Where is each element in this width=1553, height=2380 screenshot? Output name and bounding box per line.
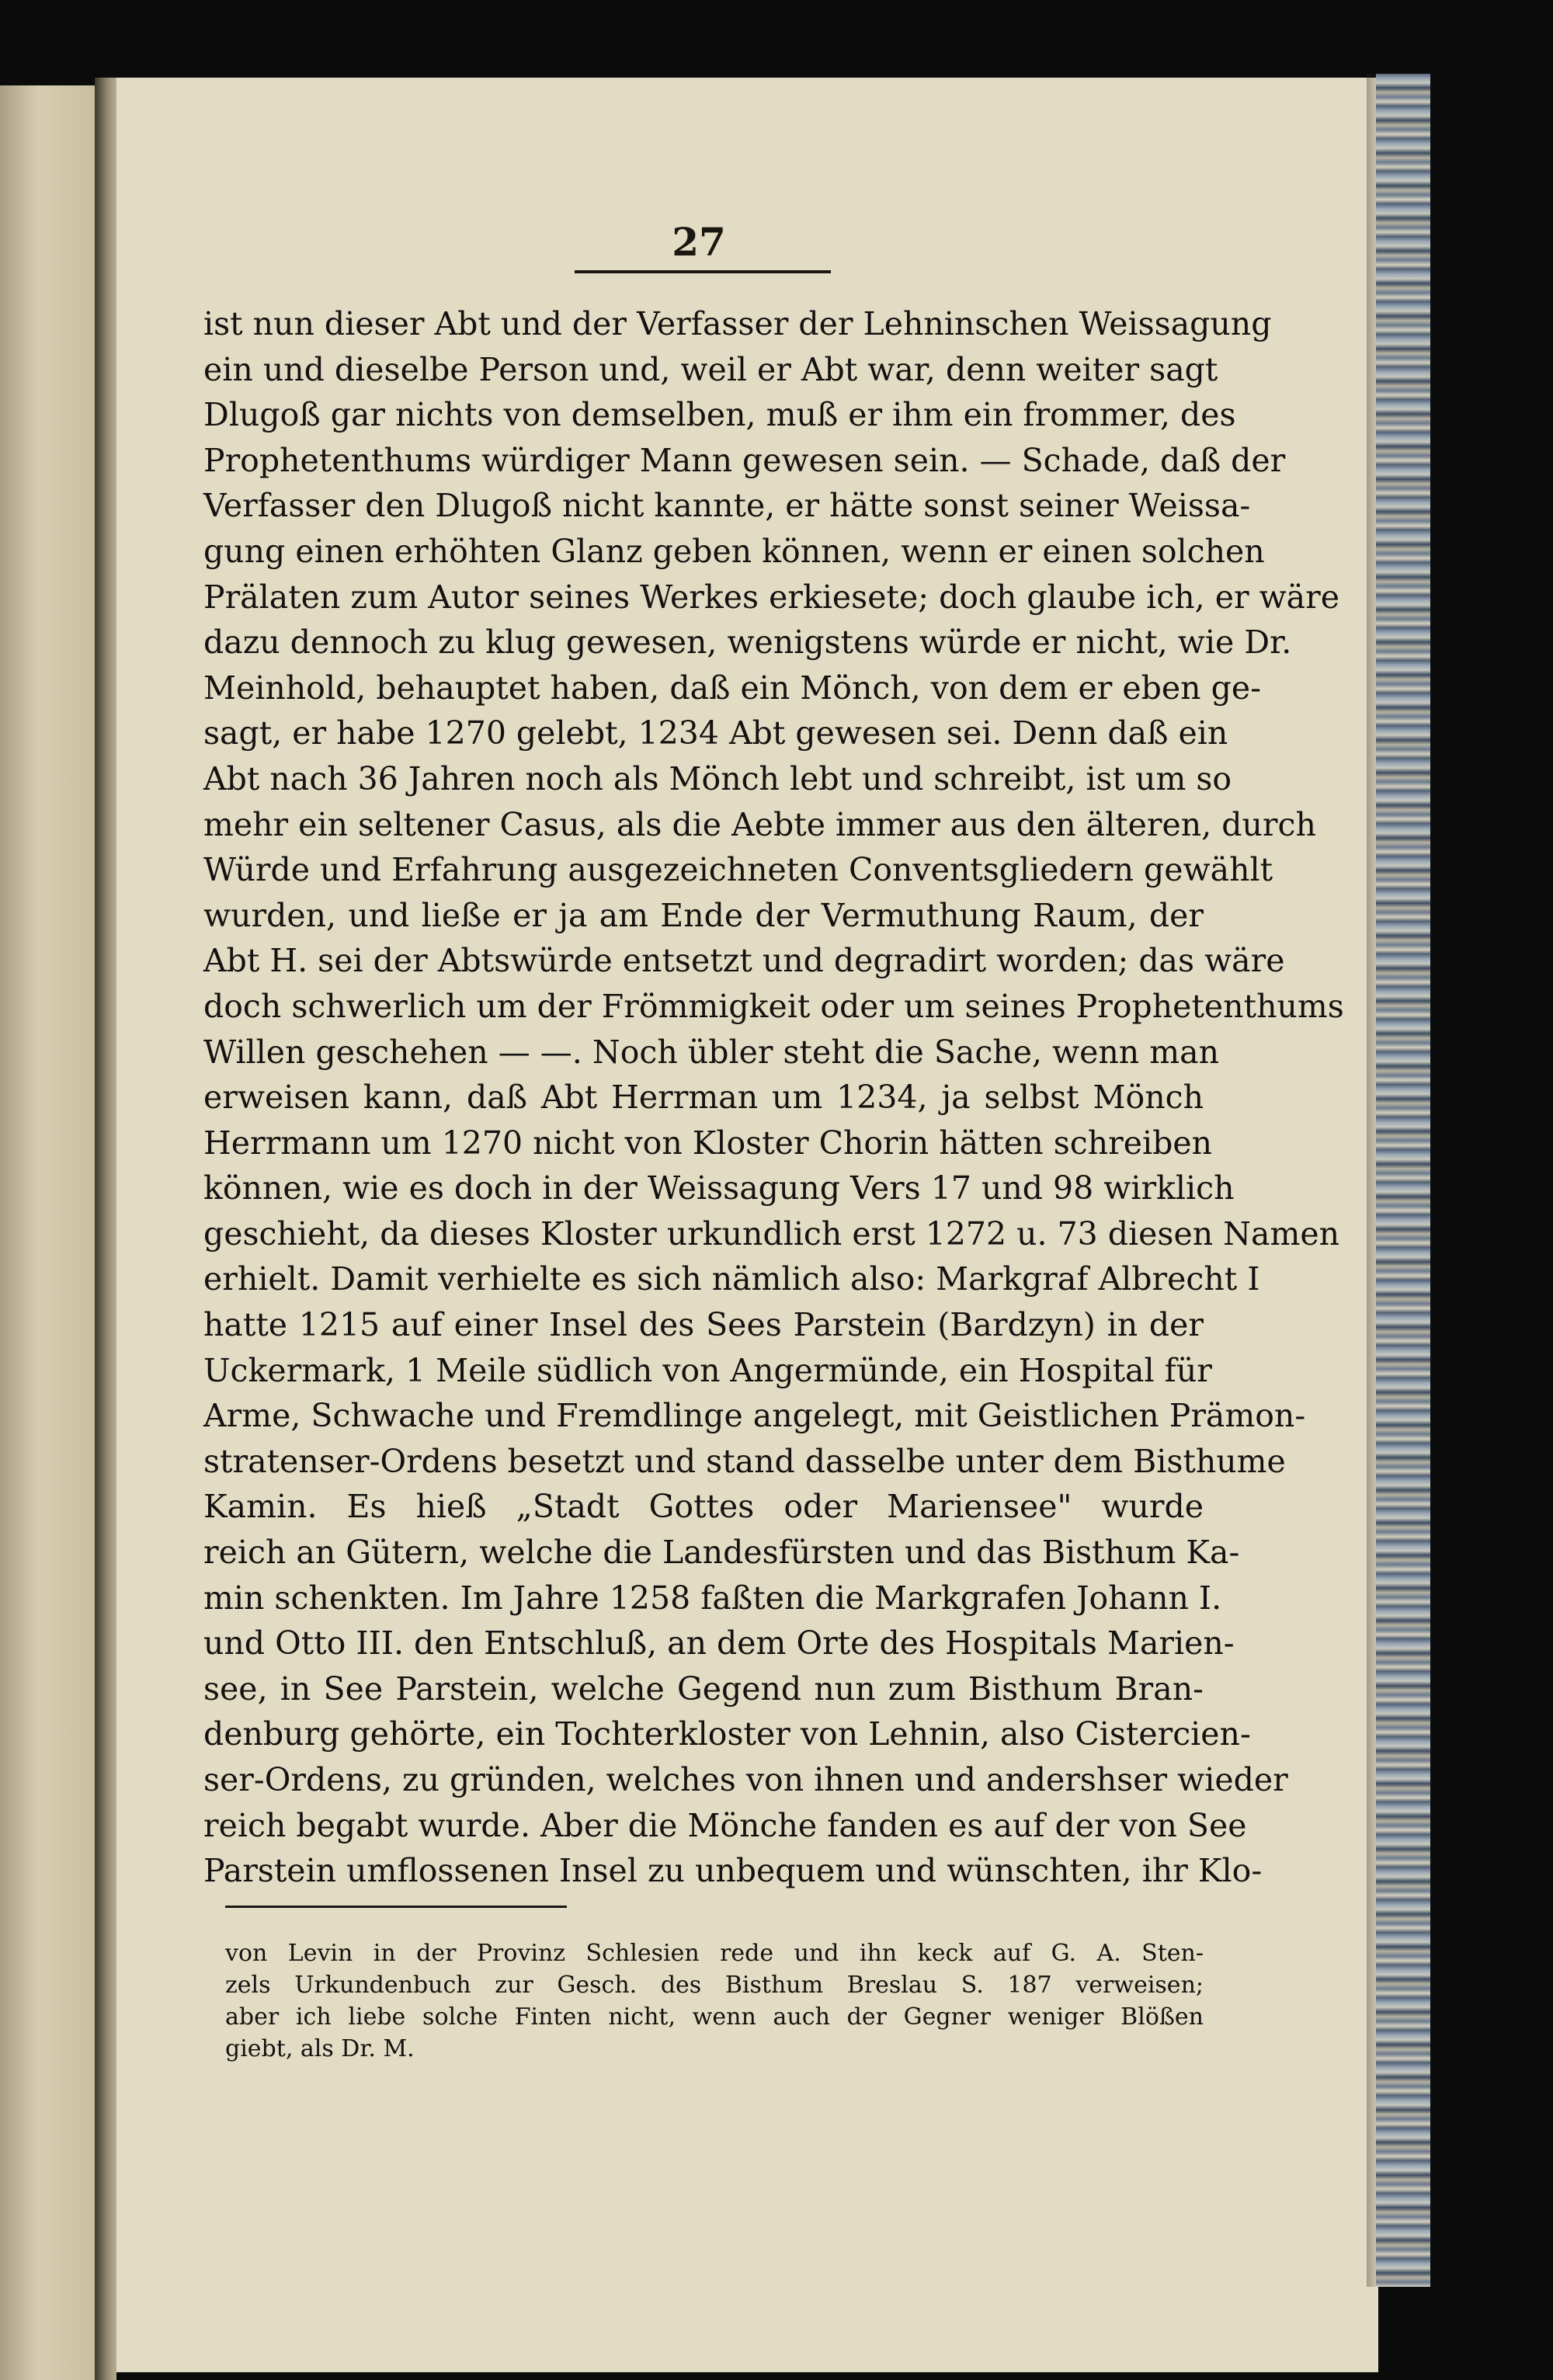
- text-line: Parstein umflossenen Insel zu unbequem und wünschten, ihr Klo-: [203, 1852, 1263, 1890]
- text-line: Abt H. sei der Abtswürde entsetzt und degradirt worden; das wäre: [203, 942, 1285, 980]
- text-line: können, wie es doch in der Weissagung Vers 17 und 98 wirklich: [203, 1169, 1235, 1207]
- text-line: denburg gehörte, ein Tochterkloster von Lehnin, also Cistercien-: [203, 1715, 1251, 1753]
- text-line: reich begabt wurde. Aber die Mönche fanden es auf der von See: [203, 1806, 1247, 1844]
- text-line: see, in See Parstein, welche Gegend nun zum Bisthum Bran-: [203, 1669, 1204, 1708]
- marbled-page-edges: [1376, 74, 1430, 2287]
- text-line: gung einen erhöhten Glanz geben können, wenn er einen solchen: [203, 532, 1265, 570]
- text-line: erhielt. Damit verhielte es sich nämlich also: Markgraf Albrecht I: [203, 1260, 1260, 1298]
- footnote-rule: [225, 1906, 567, 1908]
- text-line: geschieht, da dieses Kloster urkundlich erst 1272 u. 73 diesen Namen: [203, 1214, 1340, 1253]
- text-line: ist nun dieser Abt und der Verfasser der Lehninschen Weissagung: [203, 305, 1272, 342]
- text-line: min schenkten. Im Jahre 1258 faßten die Markgrafen Johann I.: [203, 1579, 1222, 1617]
- text-line: hatte 1215 auf einer Insel des Sees Parstein (Bardzyn) in der: [203, 1306, 1204, 1344]
- text-line: und Otto III. den Entschluß, an dem Orte des Hospitals Marien-: [203, 1624, 1235, 1663]
- text-line: Abt nach 36 Jahren noch als Mönch lebt und schreibt, ist um so: [203, 759, 1232, 797]
- text-line: ser-Ordens, zu gründen, welches von ihnen und andershser wieder: [203, 1761, 1288, 1798]
- text-line: Verfasser den Dlugoß nicht kannte, er hätte sonst seiner Weissa-: [203, 487, 1251, 525]
- text-line: Herrmann um 1270 nicht von Kloster Chorin hätten schreiben: [203, 1124, 1213, 1162]
- text-line: Arme, Schwache und Fremdlinge angelegt, mit Geistlichen Prämon-: [203, 1397, 1306, 1435]
- text-line: Willen geschehen — —. Noch übler steht die Sache, wenn man: [203, 1033, 1219, 1071]
- text-line: Prälaten zum Autor seines Werkes erkiesete; doch glaube ich, er wäre: [203, 578, 1339, 616]
- footnote: [225, 1937, 1204, 2065]
- text-line: Kamin. Es hieß „Stadt Gottes oder Mariensee" wurde: [203, 1488, 1204, 1526]
- footnote-line: giebt, als Dr. M.: [225, 2035, 415, 2062]
- book-gutter: [95, 78, 116, 2380]
- text-line: Meinhold, behauptet haben, daß ein Mönch, von dem er eben ge-: [203, 669, 1261, 707]
- body-text: [203, 301, 1344, 1894]
- text-line: doch schwerlich um der Frömmigkeit oder um seines Prophetenthums: [203, 987, 1344, 1025]
- header-rule: [575, 270, 831, 273]
- text-line: reich an Gütern, welche die Landesfürsten und das Bisthum Ka-: [203, 1534, 1240, 1572]
- text-line: dazu dennoch zu klug gewesen, wenigstens würde er nicht, wie Dr.: [203, 624, 1292, 662]
- text-line: erweisen kann, daß Abt Herrman um 1234, ja selbst Mönch: [203, 1079, 1204, 1117]
- footnote-line: von Levin in der Provinz Schlesien rede und ihn keck auf G. A. Sten-: [225, 1940, 1204, 1967]
- text-line: Dlugoß gar nichts von demselben, muß er ihm ein frommer, des: [203, 396, 1236, 434]
- text-line: Würde und Erfahrung ausgezeichneten Conventsgliedern gewählt: [203, 851, 1273, 889]
- footnote-line: zels Urkundenbuch zur Gesch. des Bisthum Breslau S. 187 verweisen;: [225, 1972, 1204, 1999]
- page-number: 27: [672, 219, 726, 265]
- text-line: ein und dieselbe Person und, weil er Abt war, denn weiter sagt: [203, 350, 1218, 388]
- text-line: Uckermark, 1 Meile südlich von Angermünde, ein Hospital für: [203, 1351, 1212, 1389]
- text-line: stratenser-Ordens besetzt und stand dasselbe unter dem Bisthume: [203, 1442, 1286, 1480]
- text-line: mehr ein seltener Casus, als die Aebte immer aus den älteren, durch: [203, 805, 1316, 843]
- text-line: wurden, und ließe er ja am Ende der Vermuthung Raum, der: [203, 896, 1204, 934]
- text-line: Prophetenthums würdiger Mann gewesen sein. — Schade, daß der: [203, 441, 1286, 479]
- text-line: sagt, er habe 1270 gelebt, 1234 Abt gewesen sei. Denn daß ein: [203, 714, 1228, 752]
- footnote-line: aber ich liebe solche Finten nicht, wenn auch der Gegner weniger Blößen: [225, 2003, 1204, 2031]
- facing-page-edge: [0, 85, 97, 2380]
